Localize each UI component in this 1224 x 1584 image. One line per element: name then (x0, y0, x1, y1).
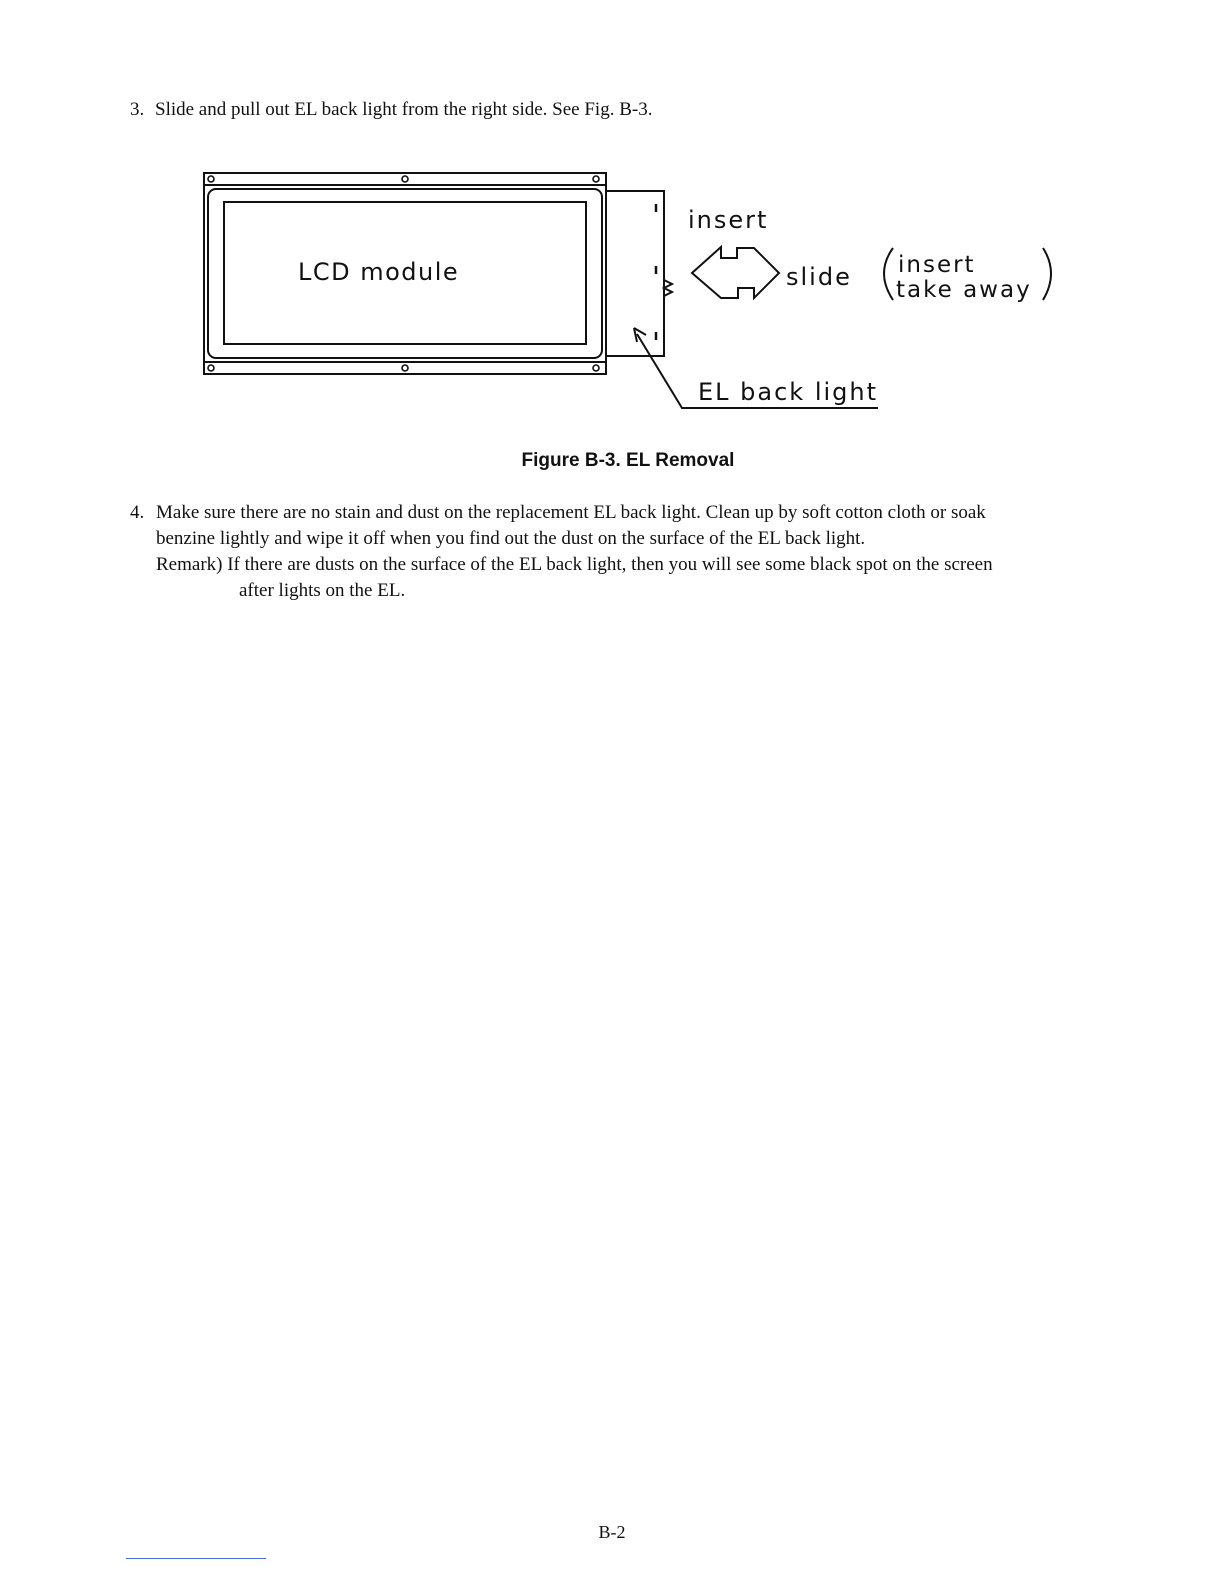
label-el-back-light: EL back light (698, 378, 879, 406)
remark-line-1: Remark) If there are dusts on the surface of the EL back light, then you will see some black spot on the screen (156, 554, 993, 575)
label-insert: insert (688, 206, 769, 234)
label-lcd-module: LCD module (298, 258, 460, 286)
screw-hole-bottom-right (593, 365, 599, 371)
screw-hole-bottom-left (208, 365, 214, 371)
screw-hole-top-center (402, 176, 408, 182)
slide-double-arrow (692, 247, 779, 298)
figure-diagram (190, 160, 1090, 430)
label-slide: slide (786, 263, 852, 291)
screw-hole-bottom-center (402, 365, 408, 371)
step-3-number: 3. (130, 99, 145, 120)
screw-hole-top-right (593, 176, 599, 182)
left-paren (884, 248, 893, 300)
footer-rule (126, 1558, 266, 1559)
figure-el-removal (190, 160, 1090, 430)
remark-line-2: after lights on the EL. (239, 580, 406, 601)
step-4-number: 4. (130, 502, 145, 523)
step-4 (130, 500, 1115, 601)
screw-hole-top-left (208, 176, 214, 182)
label-insert-option: insert (898, 252, 976, 278)
label-take-away-option: take away (896, 277, 1032, 303)
step-3 (130, 97, 652, 123)
step-3-text: Slide and pull out EL back light from the right side. See Fig. B-3. (155, 99, 653, 120)
step-4-text-line-1: Make sure there are no stain and dust on the replacement EL back light. Clean up by soft cotton cloth or soak (156, 502, 986, 523)
el-plate-tab (664, 280, 672, 296)
figure-caption: Figure B-3. EL Removal (521, 450, 735, 471)
right-paren (1043, 248, 1051, 300)
page-number: B-2 (598, 1522, 626, 1542)
step-4-text-line-2: benzine lightly and wipe it off when you find out the dust on the surface of the EL back light. (156, 528, 866, 549)
step-4-body (156, 500, 1116, 604)
